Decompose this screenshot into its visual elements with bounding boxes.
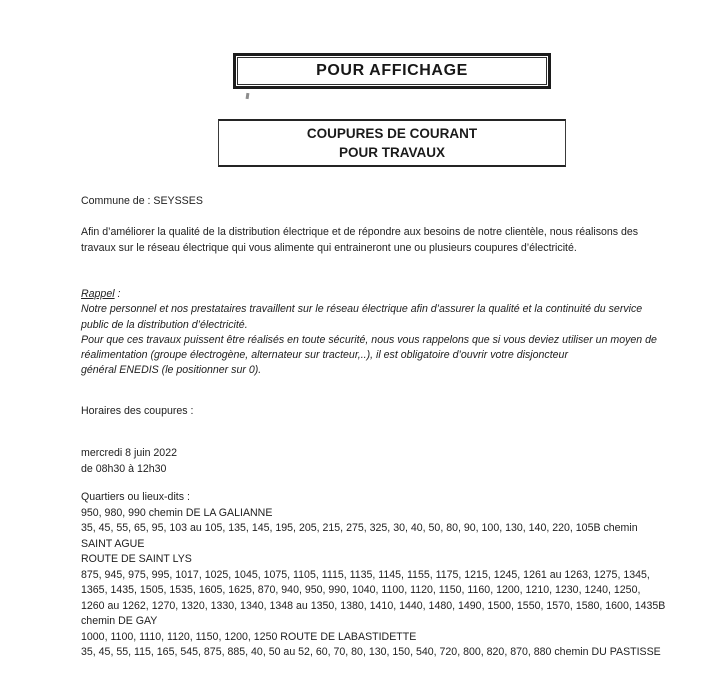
outage-time: de 08h30 à 12h30: [81, 462, 167, 475]
location-line: 1000, 1100, 1110, 1120, 1150, 1200, 1250 ROUTE DE LABASTIDETTE: [81, 630, 417, 643]
rappel-separator: :: [114, 288, 121, 300]
intro-paragraph: [81, 225, 638, 256]
location-line: 1260 au 1262, 1270, 1320, 1330, 1340, 1348 au 1350, 1380, 1410, 1440, 1480, 1490, 1500, 1550, 1570, 1580, 1600, 1435B: [81, 599, 666, 612]
notice-title-line1: COUPURES DE COURANT: [306, 126, 478, 141]
affichage-title-box: [233, 53, 551, 89]
commune-line: Commune de : SEYSSES: [81, 195, 203, 207]
scan-artifact-speck: [246, 93, 250, 99]
rappel-label: Rappel: [81, 288, 115, 300]
horaires-label: Horaires des coupures :: [81, 405, 194, 417]
rappel-section: [81, 287, 657, 379]
rappel-line: public de la distribution d’électricité.: [81, 318, 248, 331]
notice-title-line2: POUR TRAVAUX: [338, 145, 445, 160]
location-line: 35, 45, 55, 115, 165, 545, 875, 885, 40, 50 au 52, 60, 70, 80, 130, 150, 540, 720, 800, 820, 870, 880 chemin DU PASTISSE: [81, 646, 661, 658]
intro-line: travaux sur le réseau électrique qui vous alimente qui entraineront une ou plusieurs coupures d’électricité.: [81, 241, 577, 254]
intro-line: Afin d’améliorer la qualité de la distribution électrique et de répondre aux besoins de notre clientèle, nous réalisons des: [81, 226, 639, 238]
affichage-title: POUR AFFICHAGE: [237, 57, 547, 85]
location-line: chemin DE GAY: [81, 615, 158, 627]
rappel-line: réalimentation (groupe électrogène, alternateur sur tracteur,..), il est obligatoire d’ouvrir votre disjoncteur: [81, 349, 568, 362]
notice-title-box: [218, 119, 566, 167]
rappel-line: général ENEDIS (le positionner sur 0).: [81, 364, 262, 377]
location-line: 950, 980, 990 chemin DE LA GALIANNE: [81, 506, 273, 519]
outage-date: mercredi 8 juin 2022: [81, 447, 177, 459]
location-line: ROUTE DE SAINT LYS: [81, 553, 192, 565]
rappel-line: Pour que ces travaux puissent être réalisés en toute sécurité, nous vous rappelons que si vous deviez utiliser un moyen de: [81, 333, 657, 346]
rappel-line: Notre personnel et nos prestataires travaillent sur le réseau électrique afin d’assurer la qualité et la continuité du service: [81, 303, 643, 316]
quartiers-label: Quartiers ou lieux-dits :: [81, 491, 190, 503]
schedule-block: [81, 446, 177, 477]
rappel-heading: [81, 287, 657, 302]
location-line: 1365, 1435, 1505, 1535, 1605, 1625, 870, 940, 950, 990, 1040, 1100, 1120, 1150, 1160, 1200, 1210, 1230, 1240, 1250,: [81, 584, 641, 596]
location-line: SAINT AGUE: [81, 537, 145, 550]
locations-section: [81, 490, 665, 661]
location-line: 875, 945, 975, 995, 1017, 1025, 1045, 1075, 1105, 1115, 1135, 1145, 1155, 1175, 1215, 1245, 1261 au 1263, 1275, 1345,: [81, 568, 650, 581]
location-line: 35, 45, 55, 65, 95, 103 au 105, 135, 145, 195, 205, 215, 275, 325, 30, 40, 50, 80, 90, 100, 130, 140, 220, 105B chemin: [81, 522, 638, 534]
